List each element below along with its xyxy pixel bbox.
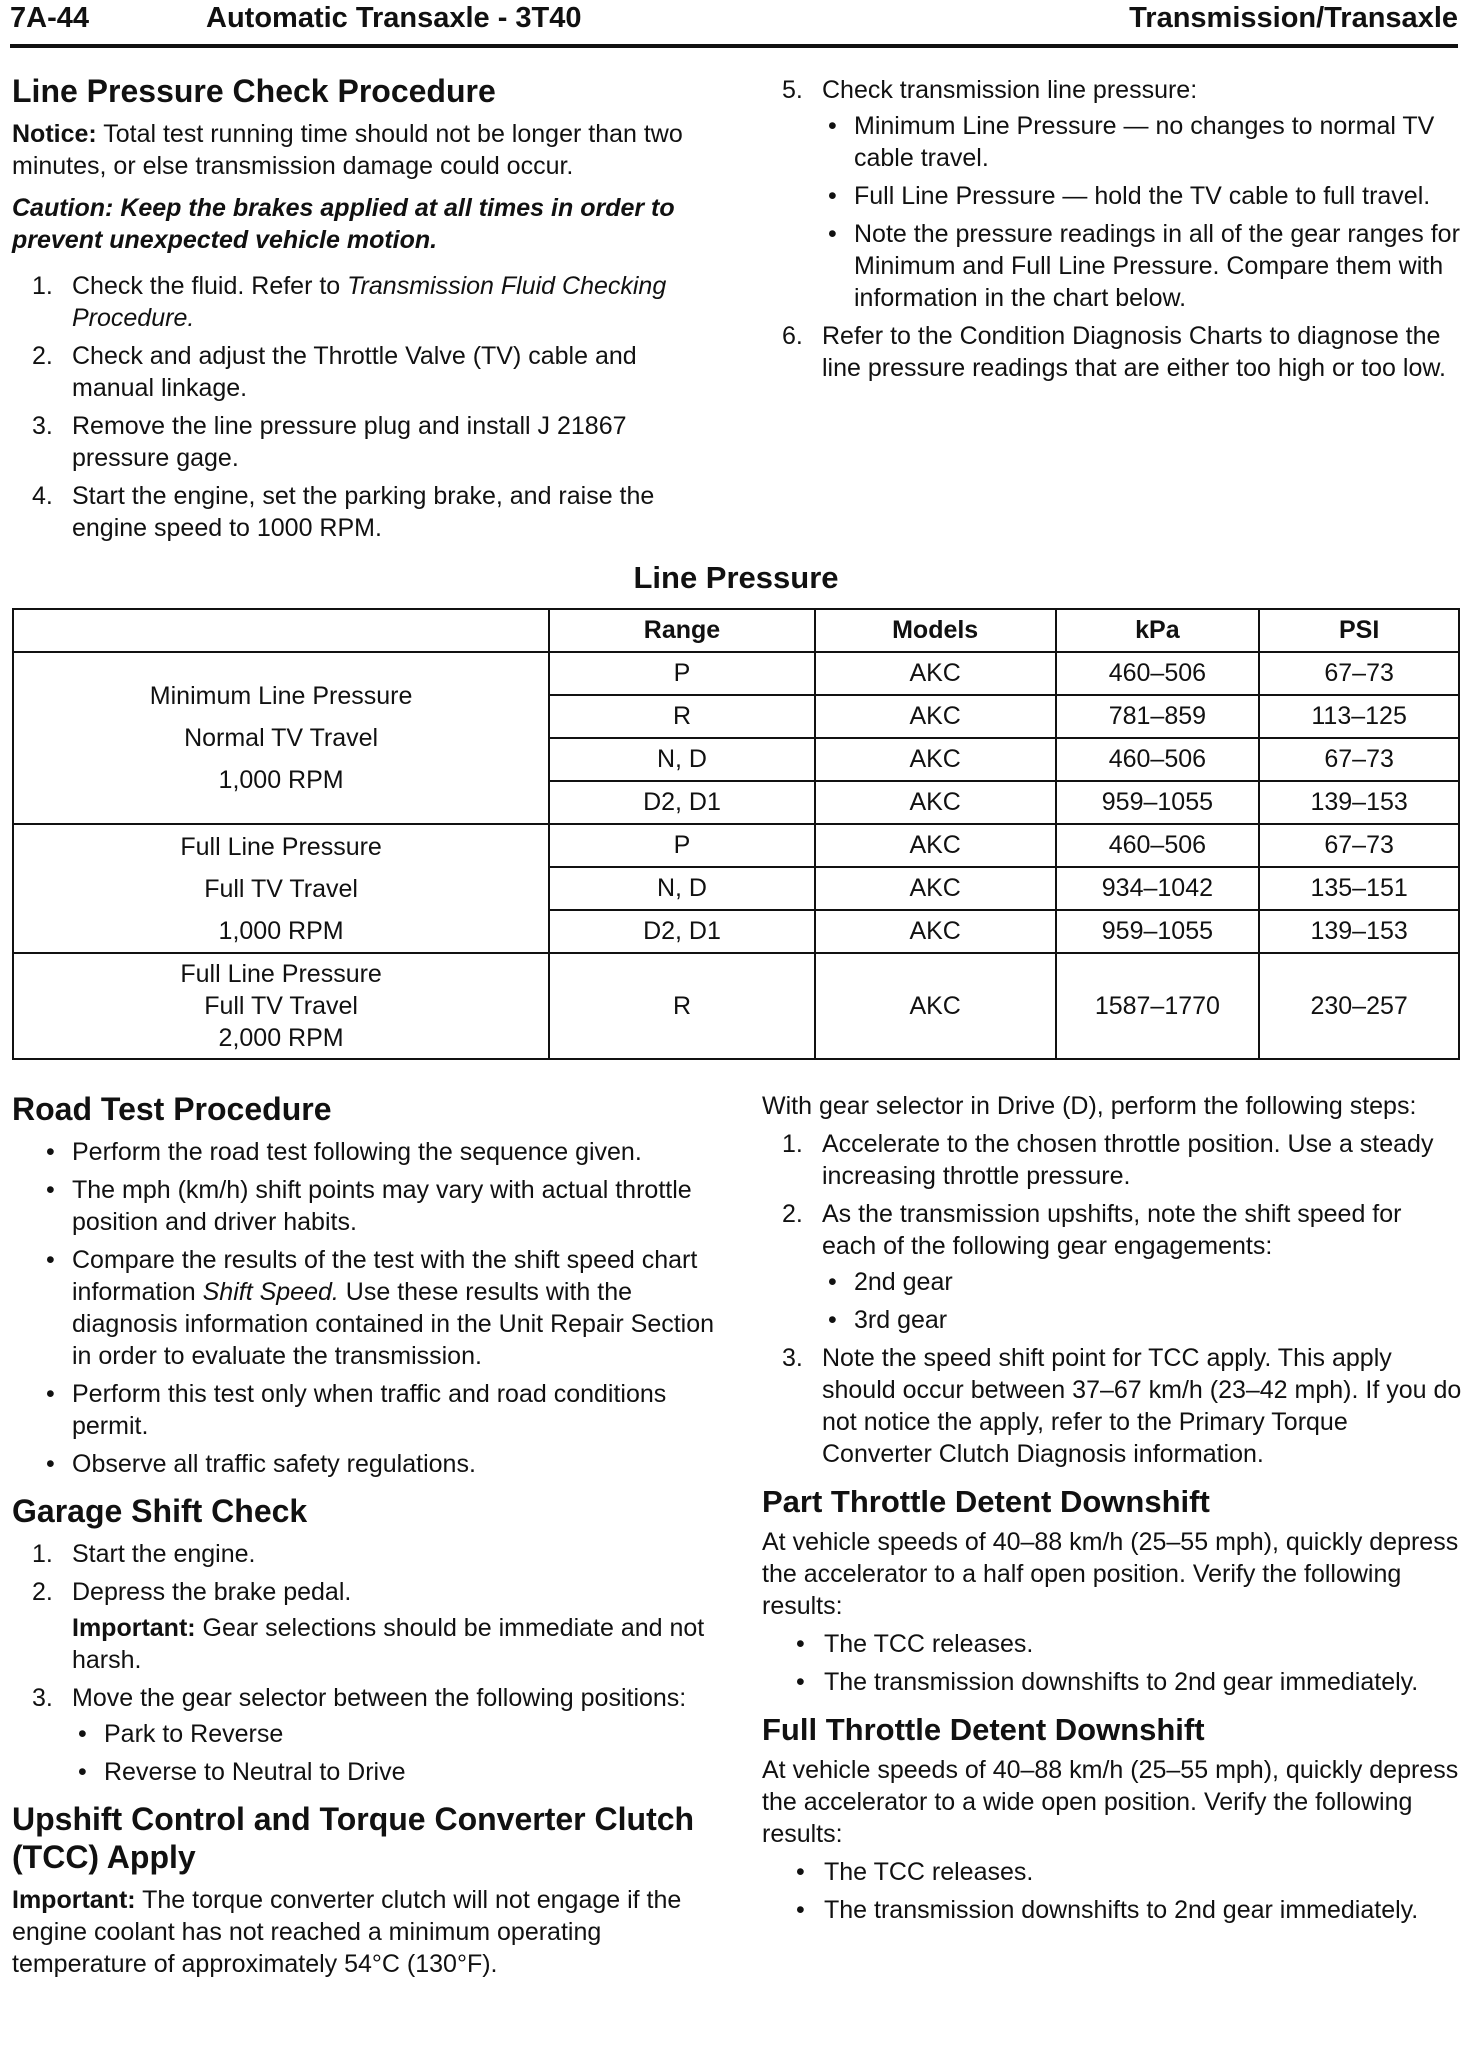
step-text: Start the engine. <box>72 1540 256 1568</box>
step-item <box>762 320 1462 384</box>
part-throttle-bullets <box>762 1628 1462 1698</box>
line-pressure-right-column <box>762 74 1462 392</box>
important-label: Important: <box>72 1614 196 1642</box>
bullet-item: • 2nd gear <box>822 1266 1462 1298</box>
column-header: Range <box>549 609 815 652</box>
part-throttle-heading: Part Throttle Detent Downshift <box>762 1484 1210 1519</box>
table-row <box>13 953 1459 1059</box>
bullet-item: • The transmission downshifts to 2nd gear immediately. <box>762 1894 1462 1926</box>
condition-line: Full Line Pressure <box>180 960 382 988</box>
step-item <box>12 1538 720 1570</box>
gear-positions <box>72 1718 720 1788</box>
table-cell: 1587–1770 <box>1056 953 1260 1059</box>
page-number: 7A-44 <box>10 2 89 34</box>
condition-cell <box>13 652 549 824</box>
table-cell: AKC <box>815 695 1056 738</box>
line-pressure-table <box>12 608 1460 1060</box>
important-label: Important: <box>12 1886 136 1914</box>
step-number: 3. <box>32 412 53 440</box>
bullet-item: • Perform this test only when traffic and road conditions permit. <box>12 1378 720 1442</box>
table-cell: AKC <box>815 910 1056 953</box>
bullet-item: • The transmission downshifts to 2nd gear immediately. <box>762 1666 1462 1698</box>
table-row <box>13 824 1459 867</box>
upshift-intro: With gear selector in Drive (D), perform the following steps: <box>762 1092 1417 1120</box>
notice-label: Notice: <box>12 120 97 148</box>
condition-line: Full TV Travel <box>204 992 358 1020</box>
table-cell: D2, D1 <box>549 910 815 953</box>
bullet-item: • The TCC releases. <box>762 1628 1462 1660</box>
bullet-item: • The mph (km/h) shift points may vary with actual throttle position and driver habits. <box>12 1174 720 1238</box>
page-header <box>10 0 1458 48</box>
garage-shift-steps <box>12 1538 720 1788</box>
step-number: 6. <box>782 322 803 350</box>
table-cell: AKC <box>815 652 1056 695</box>
table-cell: 959–1055 <box>1056 910 1260 953</box>
table-cell: AKC <box>815 781 1056 824</box>
bottom-left-column <box>12 1090 720 1990</box>
column-header: PSI <box>1259 609 1459 652</box>
upshift-heading: Upshift Control and Torque Converter Clutch (TCC) Apply <box>12 1801 695 1875</box>
table-cell: D2, D1 <box>549 781 815 824</box>
table-cell: AKC <box>815 738 1056 781</box>
bullet-item: • 3rd gear <box>822 1304 1462 1336</box>
step-text: Depress the brake pedal. <box>72 1578 352 1606</box>
condition-line: 2,000 RPM <box>218 1024 344 1052</box>
step-item <box>12 1682 720 1788</box>
step-number: 5. <box>782 76 803 104</box>
condition-cell <box>13 824 549 953</box>
step-number: 2. <box>32 1578 53 1606</box>
full-throttle-text: At vehicle speeds of 40–88 km/h (25–55 mph), quickly depress the accelerator to a wide open position. Verify the following results: <box>762 1756 1459 1848</box>
table-cell: 460–506 <box>1056 652 1260 695</box>
table-cell: 135–151 <box>1259 867 1459 910</box>
step-item <box>12 340 712 404</box>
table-cell: 67–73 <box>1259 652 1459 695</box>
part-throttle-text: At vehicle speeds of 40–88 km/h (25–55 mph), quickly depress the accelerator to a half open position. Verify the following results: <box>762 1528 1459 1620</box>
bullet-item: • Note the pressure readings in all of the gear ranges for Minimum and Full Line Pressure. Compare them with information in the chart below. <box>822 218 1462 314</box>
step-text: Check and adjust the Throttle Valve (TV) cable and manual linkage. <box>72 342 637 402</box>
table-cell: 781–859 <box>1056 695 1260 738</box>
column-header <box>13 609 549 652</box>
upshift-steps <box>762 1128 1462 1470</box>
garage-shift-heading: Garage Shift Check <box>12 1493 308 1529</box>
upshift-important <box>12 1884 720 1980</box>
step-item <box>762 1128 1462 1192</box>
step-number: 4. <box>32 482 53 510</box>
table-cell: 230–257 <box>1259 953 1459 1059</box>
step-text: Check transmission line pressure: <box>822 76 1198 104</box>
bullet-text: Use these results with the diagnosis information contained in the Unit Repair Section in order to evaluate the transmission. <box>72 1278 715 1370</box>
bullet-text: Compare the results of the test with the shift speed chart information <box>72 1246 698 1306</box>
table-cell: 67–73 <box>1259 824 1459 867</box>
step-item <box>12 270 712 334</box>
condition-line: Full Line Pressure <box>180 832 382 861</box>
table-cell: 67–73 <box>1259 738 1459 781</box>
table-cell: 460–506 <box>1056 824 1260 867</box>
step5-bullets <box>822 110 1462 314</box>
step-number: 3. <box>782 1344 803 1372</box>
step-item <box>12 1576 720 1676</box>
column-header: Models <box>815 609 1056 652</box>
table-header-row <box>13 609 1459 652</box>
step-number: 2. <box>782 1200 803 1228</box>
step-item <box>12 480 712 544</box>
line-pressure-left-column <box>12 72 712 552</box>
table-title: Line Pressure <box>633 560 839 595</box>
table-cell: AKC <box>815 953 1056 1059</box>
table-cell: P <box>549 652 815 695</box>
column-header: kPa <box>1056 609 1260 652</box>
table-cell: 139–153 <box>1259 910 1459 953</box>
step-number: 1. <box>32 1540 53 1568</box>
caution-text: Caution: Keep the brakes applied at all times in order to prevent unexpected vehicle motion. <box>12 194 675 254</box>
full-throttle-heading: Full Throttle Detent Downshift <box>762 1712 1205 1747</box>
condition-cell <box>13 953 549 1059</box>
step-number: 2. <box>32 342 53 370</box>
step-text: Accelerate to the chosen throttle position. Use a steady increasing throttle pressure. <box>822 1130 1434 1190</box>
table-cell: P <box>549 824 815 867</box>
bullet-item: • The TCC releases. <box>762 1856 1462 1888</box>
table-cell: 959–1055 <box>1056 781 1260 824</box>
section-title: Transmission/Transaxle <box>1129 2 1458 34</box>
step-item <box>12 410 712 474</box>
table-cell: 139–153 <box>1259 781 1459 824</box>
page-title: Automatic Transaxle - 3T40 <box>206 2 582 34</box>
step-number: 1. <box>782 1130 803 1158</box>
bullet-item: • Perform the road test following the sequence given. <box>12 1136 720 1168</box>
step-text: Start the engine, set the parking brake, and raise the engine speed to 1000 RPM. <box>72 482 655 542</box>
step-text: Refer to the Condition Diagnosis Charts to diagnose the line pressure readings that are either too high or too low. <box>822 322 1446 382</box>
important-text: The torque converter clutch will not engage if the engine coolant has not reached a minimum operating temperature of approximately 54°C (130°F). <box>12 1886 682 1978</box>
table-cell: 460–506 <box>1056 738 1260 781</box>
table-cell: N, D <box>549 738 815 781</box>
bottom-right-column <box>762 1090 1462 1932</box>
important-text: Gear selections should be immediate and not harsh. <box>72 1614 705 1674</box>
step-item <box>762 1198 1462 1336</box>
table-row <box>13 652 1459 695</box>
important-note <box>72 1612 720 1676</box>
notice-text: Total test running time should not be longer than two minutes, or else transmission damage could occur. <box>12 120 683 180</box>
gear-engagements <box>822 1266 1462 1336</box>
step-text: Note the speed shift point for TCC apply. This apply should occur between 37–67 km/h (23–42 mph). If you do not notice the apply, refer to the Primary Torque Converter Clutch Diagnosis information. <box>822 1344 1462 1468</box>
line-pressure-heading: Line Pressure Check Procedure <box>12 73 496 109</box>
condition-line: 1,000 RPM <box>218 916 344 945</box>
road-test-bullets <box>12 1136 720 1480</box>
step-item <box>762 74 1462 314</box>
road-test-heading: Road Test Procedure <box>12 1091 332 1127</box>
table-cell: R <box>549 695 815 738</box>
bullet-item <box>12 1244 720 1372</box>
condition-line: Full TV Travel <box>204 874 358 903</box>
step-reference: Transmission Fluid Checking Procedure. <box>72 272 667 332</box>
condition-line: Minimum Line Pressure <box>149 682 413 710</box>
bullet-item: • Park to Reverse <box>72 1718 720 1750</box>
line-pressure-steps-b <box>762 74 1462 384</box>
step-item <box>762 1342 1462 1470</box>
table-cell: 934–1042 <box>1056 867 1260 910</box>
condition-line: Normal TV Travel <box>184 724 379 752</box>
full-throttle-bullets <box>762 1856 1462 1926</box>
bullet-item: • Observe all traffic safety regulations. <box>12 1448 720 1480</box>
table-cell: N, D <box>549 867 815 910</box>
table-cell: 113–125 <box>1259 695 1459 738</box>
step-text: As the transmission upshifts, note the shift speed for each of the following gear engagements: <box>822 1200 1402 1260</box>
step-number: 3. <box>32 1684 53 1712</box>
step-text: Move the gear selector between the following positions: <box>72 1684 687 1712</box>
step-number: 1. <box>32 272 53 300</box>
bullet-reference: Shift Speed. <box>202 1278 339 1306</box>
notice-paragraph <box>12 118 712 182</box>
bullet-item: • Full Line Pressure — hold the TV cable to full travel. <box>822 180 1462 212</box>
step-text: Check the fluid. Refer to <box>72 272 348 300</box>
step-text: Remove the line pressure plug and install J 21867 pressure gage. <box>72 412 627 472</box>
condition-line: 1,000 RPM <box>218 766 344 794</box>
table-cell: AKC <box>815 824 1056 867</box>
table-cell: R <box>549 953 815 1059</box>
table-cell: AKC <box>815 867 1056 910</box>
line-pressure-steps-a <box>12 270 712 544</box>
bullet-item: • Minimum Line Pressure — no changes to normal TV cable travel. <box>822 110 1462 174</box>
bullet-item: • Reverse to Neutral to Drive <box>72 1756 720 1788</box>
